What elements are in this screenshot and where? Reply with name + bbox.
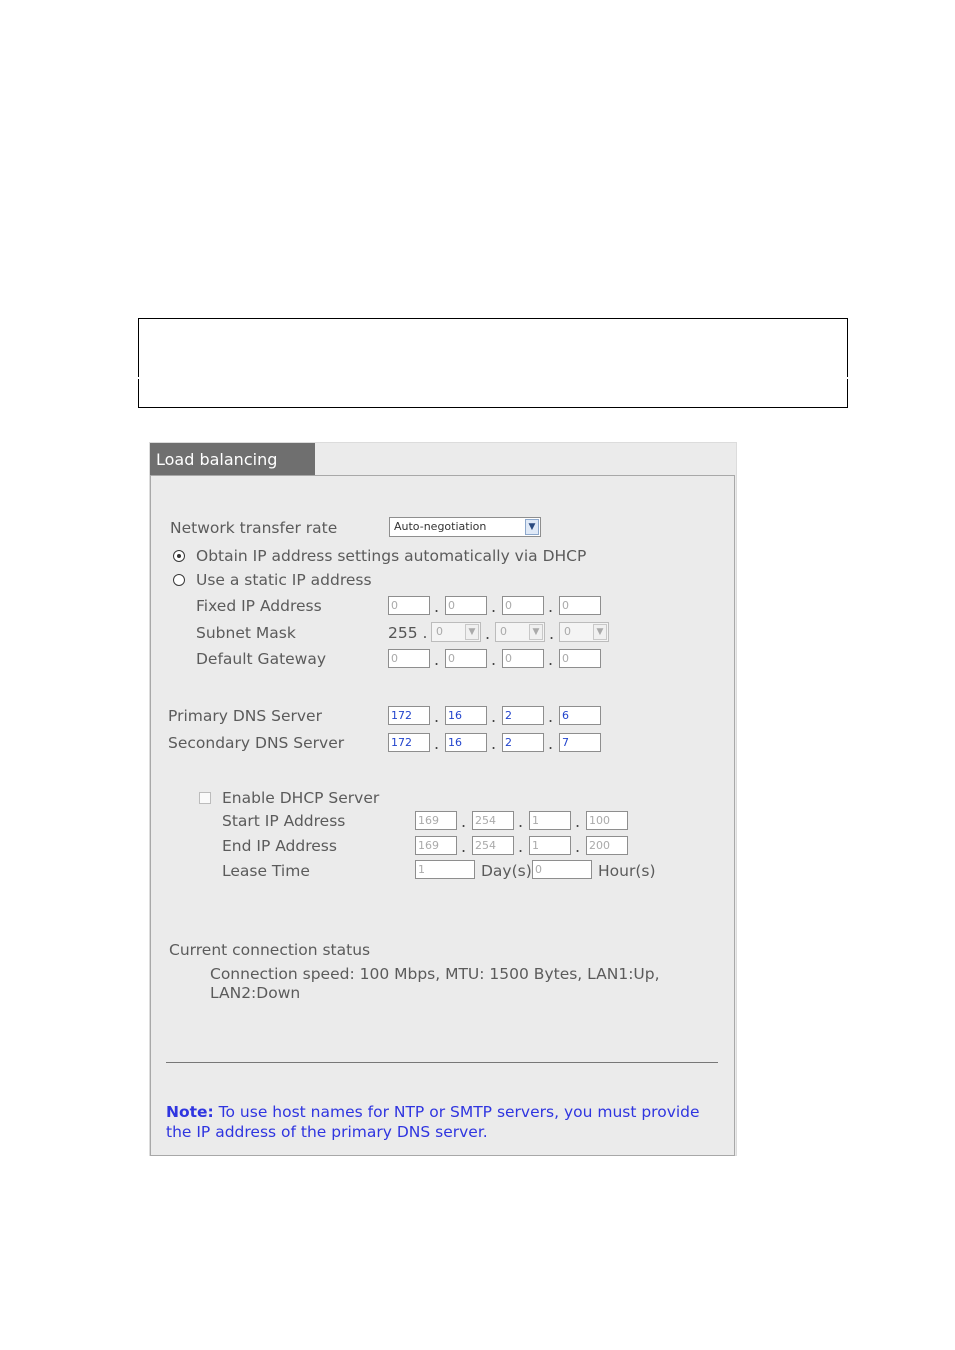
end-ip-label: End IP Address xyxy=(222,837,337,855)
secondary-dns-label: Secondary DNS Server xyxy=(168,734,345,752)
secondary-dns-octet-1[interactable] xyxy=(388,733,430,752)
default-gateway-label: Default Gateway xyxy=(196,650,327,668)
connection-status-line-1: Connection speed: 100 Mbps, MTU: 1500 Bytes, LAN1:Up, xyxy=(210,965,660,983)
tab-load-balancing[interactable]: Load balancing xyxy=(150,443,315,475)
ip-dot: . xyxy=(548,707,554,726)
primary-dns-label: Primary DNS Server xyxy=(168,707,322,725)
lease-time-label: Lease Time xyxy=(222,862,310,880)
fixed-ip-label: Fixed IP Address xyxy=(196,597,322,615)
ip-dot: . xyxy=(575,837,581,856)
blank-note-frame xyxy=(138,318,848,408)
lease-days-input[interactable] xyxy=(415,860,475,879)
end-ip-octet-4[interactable] xyxy=(586,836,628,855)
subnet-octet-4-select[interactable] xyxy=(559,622,609,642)
ip-dot: . xyxy=(548,734,554,753)
note-prefix: Note: xyxy=(166,1103,214,1121)
fixed-ip-octet-4[interactable] xyxy=(559,596,601,615)
enable-dhcp-label: Enable DHCP Server xyxy=(222,789,380,807)
gateway-octet-3[interactable] xyxy=(502,649,544,668)
chevron-down-icon: ▼ xyxy=(593,624,607,640)
start-ip-label: Start IP Address xyxy=(222,812,346,830)
subnet-octet-3-select[interactable] xyxy=(495,622,545,642)
subnet-octet-3-value: 0 xyxy=(500,625,507,638)
chevron-down-icon: ▼ xyxy=(465,624,479,640)
end-ip-octet-3[interactable] xyxy=(529,836,571,855)
transfer-rate-value: Auto-negotiation xyxy=(394,520,487,533)
subnet-octet-4-value: 0 xyxy=(564,625,571,638)
subnet-octet-2-value: 0 xyxy=(436,625,443,638)
dhcp-radio-label: Obtain IP address settings automatically via DHCP xyxy=(196,547,587,565)
static-ip-radio[interactable] xyxy=(173,574,185,586)
ip-dot: . xyxy=(491,734,497,753)
gateway-octet-4[interactable] xyxy=(559,649,601,668)
divider xyxy=(166,1062,718,1063)
ip-dot: . xyxy=(575,812,581,831)
ip-dot: . xyxy=(549,624,555,643)
primary-dns-octet-1[interactable] xyxy=(388,706,430,725)
ip-dot: . xyxy=(491,707,497,726)
ip-dot: . xyxy=(461,812,467,831)
subnet-mask-label: Subnet Mask xyxy=(196,624,296,642)
note-text: To use host names for NTP or SMTP servers, you must provide the IP address of the primary DNS server. xyxy=(166,1103,700,1141)
end-ip-octet-1[interactable] xyxy=(415,836,457,855)
static-ip-radio-label: Use a static IP address xyxy=(196,571,372,589)
ip-dot: . xyxy=(491,597,497,616)
ip-dot: . xyxy=(434,734,440,753)
ip-dot: . xyxy=(434,650,440,669)
ip-dot: . xyxy=(518,812,524,831)
start-ip-octet-4[interactable] xyxy=(586,811,628,830)
dhcp-radio[interactable] xyxy=(173,550,185,562)
frame-gap-left xyxy=(138,377,139,379)
primary-dns-octet-4[interactable] xyxy=(559,706,601,725)
fixed-ip-octet-3[interactable] xyxy=(502,596,544,615)
chevron-down-icon: ▼ xyxy=(525,519,539,535)
start-ip-octet-3[interactable] xyxy=(529,811,571,830)
gateway-octet-1[interactable] xyxy=(388,649,430,668)
secondary-dns-octet-4[interactable] xyxy=(559,733,601,752)
subnet-octet-2-select[interactable] xyxy=(431,622,481,642)
ip-dot: . xyxy=(548,650,554,669)
lease-hours-input[interactable] xyxy=(532,860,592,879)
ip-dot: . xyxy=(434,597,440,616)
dns-note xyxy=(166,1102,716,1142)
connection-status-label: Current connection status xyxy=(169,941,371,959)
transfer-rate-select[interactable] xyxy=(389,517,541,537)
fixed-ip-octet-2[interactable] xyxy=(445,596,487,615)
ip-dot: . xyxy=(434,707,440,726)
lease-hours-unit: Hour(s) xyxy=(598,862,656,880)
ip-dot: . xyxy=(548,597,554,616)
ip-dot: . xyxy=(518,837,524,856)
connection-status-line-2: LAN2:Down xyxy=(210,984,301,1002)
secondary-dns-octet-2[interactable] xyxy=(445,733,487,752)
chevron-down-icon: ▼ xyxy=(529,624,543,640)
enable-dhcp-checkbox[interactable] xyxy=(199,792,211,804)
ip-dot: . xyxy=(491,650,497,669)
transfer-rate-label: Network transfer rate xyxy=(170,519,338,537)
subnet-first-octet: 255 . xyxy=(388,624,428,642)
ip-dot: . xyxy=(461,837,467,856)
start-ip-octet-1[interactable] xyxy=(415,811,457,830)
primary-dns-octet-3[interactable] xyxy=(502,706,544,725)
ip-dot: . xyxy=(485,624,491,643)
start-ip-octet-2[interactable] xyxy=(472,811,514,830)
secondary-dns-octet-3[interactable] xyxy=(502,733,544,752)
gateway-octet-2[interactable] xyxy=(445,649,487,668)
fixed-ip-octet-1[interactable] xyxy=(388,596,430,615)
lease-days-unit: Day(s) xyxy=(481,862,532,880)
primary-dns-octet-2[interactable] xyxy=(445,706,487,725)
end-ip-octet-2[interactable] xyxy=(472,836,514,855)
frame-gap-right xyxy=(847,377,848,379)
